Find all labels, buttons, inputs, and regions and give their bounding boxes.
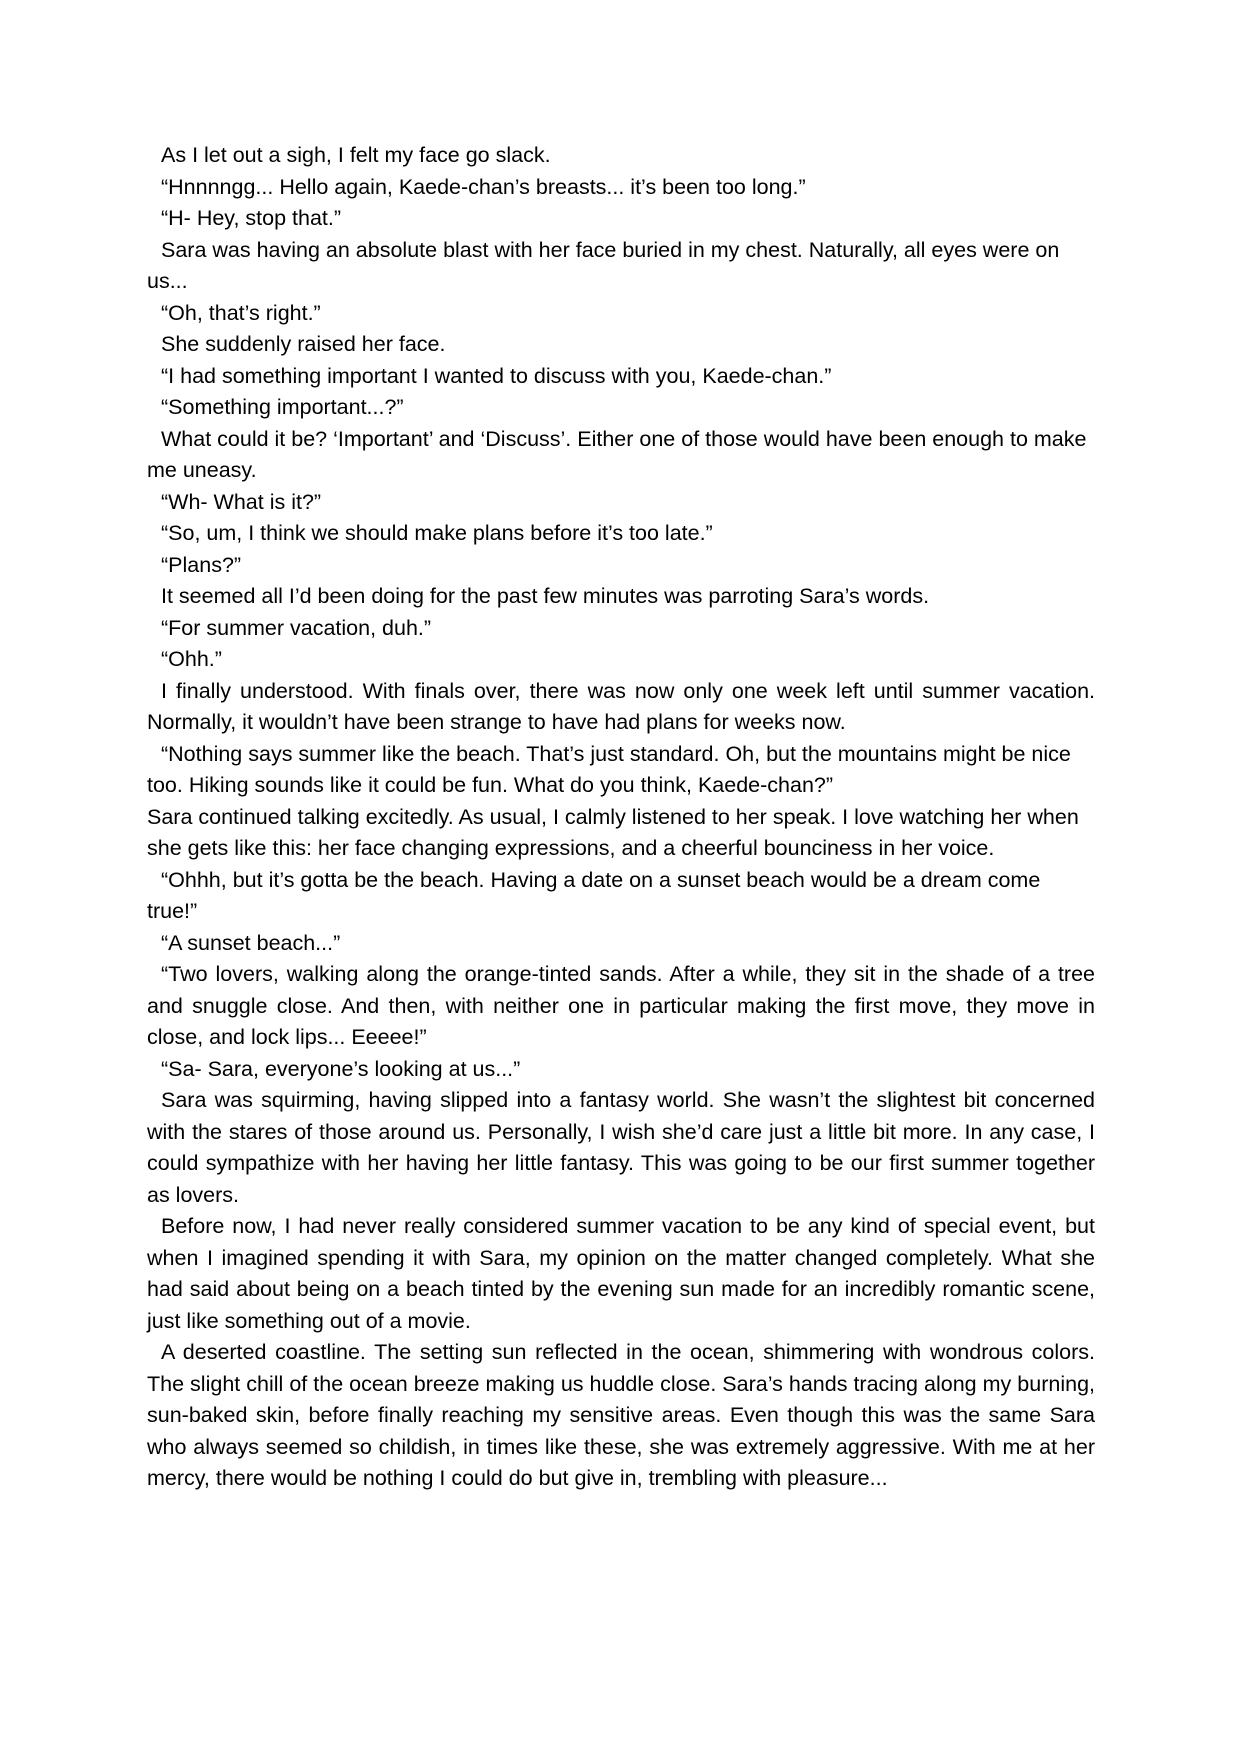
paragraph: “Sa- Sara, everyone’s looking at us...” [161, 1056, 521, 1081]
paragraph: As I let out a sigh, I felt my face go slack. [161, 143, 551, 167]
paragraph: “Nothing says summer like the beach. That’s just standard. Oh, but the mountains might be nice too. Hiking sounds like it could be fun. What do you think, Kaede-chan?” [147, 741, 1071, 797]
paragraph: “A sunset beach...” [161, 930, 341, 955]
paragraph: Sara was having an absolute blast with her face buried in my chest. Naturally, all eyes were on us... [147, 237, 1060, 293]
paragraph: She suddenly raised her face. [161, 332, 446, 356]
paragraph: Before now, I had never really considered summer vacation to be any kind of special event, but when I imagined spending it with Sara, my opinion on the matter changed completely. What she had said about being on a beach tinted by the evening sun made for an incredibly romantic scene, just like something out of a movie. [147, 1214, 1095, 1333]
paragraph: “Wh- What is it?” [161, 489, 322, 514]
paragraph: “Hnnnngg... Hello again, Kaede-chan’s breasts... it’s been too long.” [161, 174, 806, 199]
paragraph: Sara was squirming, having slipped into a fantasy world. She wasn’t the slightest bit concerned with the stares of those around us. Personally, I wish she’d care just a little bit more. In any case, I could sympathize with her having her little fantasy. This was going to be our first summer together as lovers. [147, 1088, 1095, 1207]
paragraph: A deserted coastline. The setting sun reflected in the ocean, shimmering with wondrous colors. The slight chill of the ocean breeze making us huddle close. Sara’s hands tracing along my burning, sun-baked skin, before finally reaching my sensitive areas. Even though this was the same Sara who always seemed so childish, in times like these, she was extremely aggressive. With me at her mercy, there would be nothing I could do but give in, trembling with pleasure... [147, 1340, 1095, 1490]
paragraph: “Oh, that’s right.” [161, 300, 321, 325]
paragraph: “So, um, I think we should make plans before it’s too late.” [161, 521, 713, 545]
paragraph: What could it be? ‘Important’ and ‘Discuss’. Either one of those would have been enough to make me uneasy. [147, 426, 1087, 482]
paragraph: “For summer vacation, duh.” [161, 615, 432, 640]
paragraph: “Something important...?” [161, 395, 404, 419]
paragraph: It seemed all I’d been doing for the past few minutes was parroting Sara’s words. [161, 584, 930, 608]
paragraph: “Plans?” [161, 552, 242, 577]
paragraph: “Ohh.” [161, 647, 222, 671]
paragraph: I finally understood. With finals over, there was now only one week left until summer vacation. Normally, it wouldn’t have been strange to have had plans for weeks now. [147, 678, 1095, 734]
paragraph: “H- Hey, stop that.” [161, 206, 342, 230]
paragraph: “Ohhh, but it’s gotta be the beach. Having a date on a sunset beach would be a dream come true!” [147, 867, 1041, 923]
document-body [147, 140, 1095, 1495]
paragraph: “I had something important I wanted to discuss with you, Kaede-chan.” [161, 363, 832, 388]
paragraph: Sara continued talking excitedly. As usual, I calmly listened to her speak. I love watching her when she gets like this: her face changing expressions, and a cheerful bounciness in her voice. [147, 804, 1079, 860]
paragraph: “Two lovers, walking along the orange-tinted sands. After a while, they sit in the shade of a tree and snuggle close. And then, with neither one in particular making the first move, they move in close, and lock lips... Eeeee!” [147, 962, 1095, 1049]
